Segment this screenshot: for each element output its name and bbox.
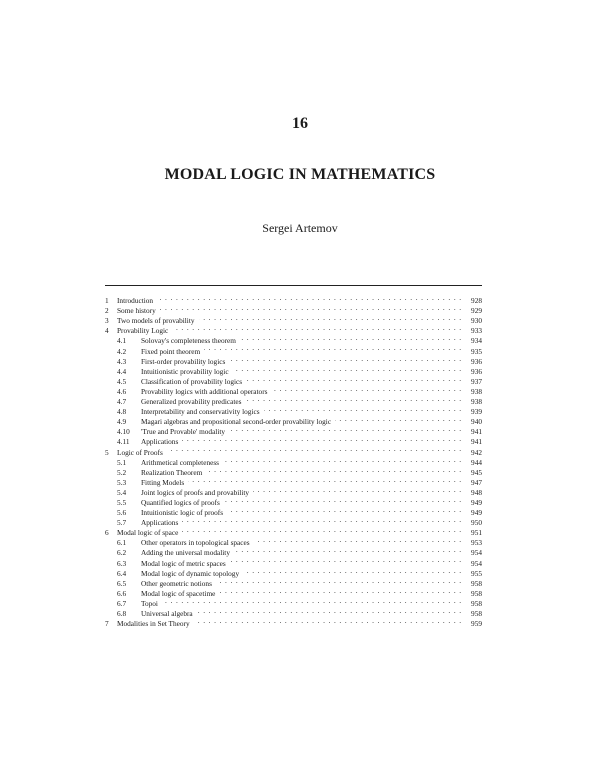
toc-entry-number: 4.8: [117, 407, 127, 417]
toc-entry-page: 945: [471, 467, 482, 477]
toc-entry-number: 6.8: [117, 609, 127, 618]
toc-entry-page: 934: [471, 336, 482, 346]
toc-entry-title: Intuitionistic provability logic: [141, 366, 229, 376]
toc-entry-number: 5.3: [117, 477, 127, 487]
toc-dot-leader: [160, 303, 462, 313]
toc-entry-page: 938: [471, 386, 482, 396]
toc-dot-leader: [188, 475, 462, 485]
toc-entry-page: 929: [471, 306, 482, 316]
toc-entry-page: 951: [471, 528, 482, 538]
toc-entry-page: 949: [471, 497, 482, 507]
toc-dot-leader: [227, 505, 462, 515]
toc-section-entry[interactable]: [105, 293, 482, 306]
toc-entry-title: Adding the universal modality: [141, 548, 230, 558]
toc-dot-leader: [224, 495, 462, 505]
toc-entry-title: Generalized provability predicates: [141, 397, 242, 407]
toc-entry-title: Universal algebra: [141, 609, 193, 618]
toc-entry-title: Realization Theorem: [141, 467, 203, 477]
toc-dot-leader: [223, 455, 462, 465]
toc-entry-page: 947: [471, 477, 482, 487]
toc-entry-page: 941: [471, 427, 482, 437]
toc-entry-page: 958: [471, 609, 482, 618]
toc-entry-title: Two models of provability: [117, 316, 195, 326]
toc-entry-number: 6.1: [117, 538, 127, 548]
toc-entry-number: 2: [105, 306, 109, 316]
toc-entry-page: 955: [471, 568, 482, 578]
toc-entry-number: 4.10: [117, 427, 130, 437]
toc-entry-page: 936: [471, 366, 482, 376]
toc-entry-title: Introduction: [117, 296, 154, 306]
toc-entry-title: Modal logic of space: [117, 528, 179, 538]
toc-entry-number: 5.2: [117, 467, 127, 477]
toc-subsection-entry[interactable]: [105, 606, 482, 616]
toc-entry-number: 6.6: [117, 588, 127, 598]
toc-entry-page: 950: [471, 518, 482, 528]
toc-entry-number: 6.5: [117, 578, 127, 588]
toc-entry-title: Other geometric notions: [141, 578, 212, 588]
toc-entry-title: Topoi: [141, 598, 158, 608]
toc-entry-number: 5.4: [117, 487, 127, 497]
toc-entry-title: Other operators in topological spaces: [141, 538, 250, 548]
toc-entry-number: 6: [105, 528, 109, 538]
toc-entry-page: 958: [471, 588, 482, 598]
toc-entry-number: 4: [105, 326, 109, 336]
toc-entry-page: 941: [471, 437, 482, 447]
toc-dot-leader: [335, 414, 462, 424]
toc-dot-leader: [167, 444, 462, 454]
toc-entry-page: 940: [471, 417, 482, 427]
toc-entry-number: 4.11: [117, 437, 130, 447]
toc-entry-page: 928: [471, 296, 482, 306]
toc-dot-leader: [240, 333, 462, 343]
toc-subsection-entry[interactable]: [105, 596, 482, 606]
toc-entry-page: 953: [471, 538, 482, 548]
toc-entry-number: 6.4: [117, 568, 127, 578]
chapter-number: 16: [292, 115, 308, 132]
toc-entry-number: 4.2: [117, 346, 127, 356]
toc-entry-page: 936: [471, 356, 482, 366]
toc-dot-leader: [197, 606, 462, 616]
toc-dot-leader: [199, 313, 462, 323]
toc-entry-title: Provability logics with additional operators: [141, 386, 268, 396]
toc-entry-title: Modal logic of metric spaces: [141, 558, 226, 568]
toc-dot-leader: [182, 525, 462, 535]
toc-entry-number: 5: [105, 447, 109, 457]
toc-entry-title: Magari algebras and propositional second-order provability logic: [141, 417, 332, 427]
toc-entry-number: 4.4: [117, 366, 127, 376]
toc-dot-leader: [246, 394, 463, 404]
chapter-author: Sergei Artemov: [262, 221, 338, 235]
toc-dot-leader: [243, 566, 462, 576]
toc-entry-page: 954: [471, 548, 482, 558]
toc-entry-page: 942: [471, 447, 482, 457]
toc-entry-title: Applications: [141, 437, 179, 447]
toc-entry-page: 935: [471, 346, 482, 356]
toc-dot-leader: [194, 616, 462, 626]
toc-entry-page: 958: [471, 598, 482, 608]
toc-entry-page: 937: [471, 376, 482, 386]
toc-entry-title: Classification of provability logics: [141, 376, 243, 386]
toc-entry-number: 5.7: [117, 518, 127, 528]
toc-dot-leader: [204, 343, 462, 353]
toc-entry-number: 1: [105, 296, 109, 306]
toc-dot-leader: [216, 576, 462, 586]
toc-dot-leader: [172, 323, 462, 333]
toc-entry-number: 6.7: [117, 598, 127, 608]
toc-entry-title: Quantified logics of proofs: [141, 497, 220, 507]
toc-dot-leader: [157, 293, 462, 303]
toc-entry-page: 938: [471, 397, 482, 407]
toc-entry-title: Fitting Models: [141, 477, 185, 487]
toc-section-entry[interactable]: [105, 303, 482, 316]
toc-dot-leader: [246, 374, 462, 384]
chapter-title: MODAL LOGIC IN MATHEMATICS: [164, 166, 436, 183]
toc-entry-number: 5.1: [117, 457, 127, 467]
toc-entry-title: Modalities in Set Theory: [117, 619, 190, 629]
toc-entry-title: Intuitionistic logic of proofs: [141, 508, 224, 518]
toc-entry-page: 959: [471, 619, 482, 629]
toc-entry-number: 4.7: [117, 397, 127, 407]
toc-entry-title: 'True and Provable' modality: [141, 427, 226, 437]
toc-entry-number: 4.9: [117, 417, 127, 427]
toc-entry-number: 3: [105, 316, 109, 326]
toc-divider: [105, 285, 482, 286]
toc-entry-number: 5.6: [117, 508, 127, 518]
table-of-contents: [105, 293, 482, 629]
toc-entry-page: 954: [471, 558, 482, 568]
toc-dot-leader: [182, 515, 462, 525]
toc-entry-title: Modal logic of dynamic topology: [141, 568, 240, 578]
toc-entry-title: First-order provability logics: [141, 356, 226, 366]
toc-section-entry[interactable]: [105, 313, 482, 326]
toc-entry-title: Some history: [117, 306, 156, 316]
toc-entry-number: 4.3: [117, 356, 127, 366]
toc-dot-leader: [206, 465, 462, 475]
toc-entry-number: 4.6: [117, 386, 127, 396]
toc-entry-title: Interpretability and conservativity logics: [141, 407, 260, 417]
toc-entry-number: 6.2: [117, 548, 127, 558]
toc-entry-page: 930: [471, 316, 482, 326]
toc-dot-leader: [254, 535, 462, 545]
toc-dot-leader: [233, 364, 462, 374]
toc-entry-title: Fixed point theorem: [141, 346, 201, 356]
toc-entry-page: 958: [471, 578, 482, 588]
toc-entry-number: 4.5: [117, 376, 127, 386]
toc-entry-title: Joint logics of proofs and provability: [141, 487, 250, 497]
toc-entry-page: 933: [471, 326, 482, 336]
toc-entry-number: 7: [105, 619, 109, 629]
toc-entry-page: 948: [471, 487, 482, 497]
toc-dot-leader: [162, 596, 462, 606]
toc-entry-number: 6.3: [117, 558, 127, 568]
toc-dot-leader: [229, 424, 462, 434]
toc-entry-page: 939: [471, 407, 482, 417]
toc-dot-leader: [229, 354, 462, 364]
toc-entry-title: Logic of Proofs: [117, 447, 163, 457]
toc-dot-leader: [234, 545, 462, 555]
toc-entry-title: Modal logic of spacetime: [141, 588, 216, 598]
toc-dot-leader: [182, 434, 462, 444]
toc-entry-title: Solovay's completeness theorem: [141, 336, 236, 346]
toc-dot-leader: [253, 485, 462, 495]
toc-entry-number: 4.1: [117, 336, 127, 346]
toc-entry-page: 949: [471, 508, 482, 518]
toc-entry-number: 5.5: [117, 497, 127, 507]
toc-dot-leader: [219, 586, 462, 596]
toc-dot-leader: [264, 404, 462, 414]
toc-entry-title: Arithmetical completeness: [141, 457, 220, 467]
toc-dot-leader: [230, 555, 462, 565]
toc-dot-leader: [271, 384, 462, 394]
toc-entry-title: Applications: [141, 518, 179, 528]
toc-entry-title: Provability Logic: [117, 326, 169, 336]
toc-entry-page: 944: [471, 457, 482, 467]
